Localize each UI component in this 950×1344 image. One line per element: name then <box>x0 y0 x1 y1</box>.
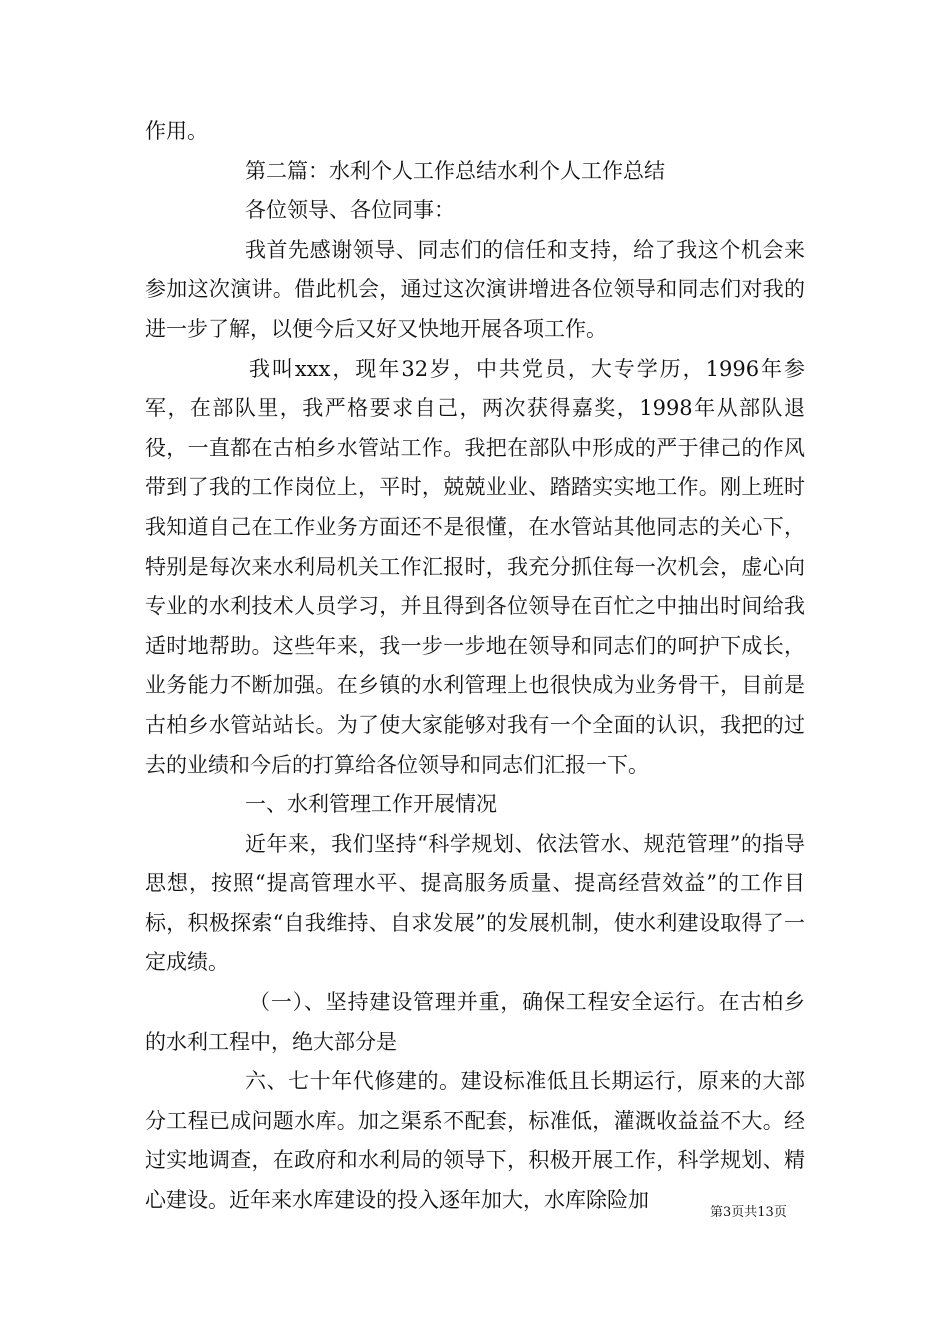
paragraph-continuation: 作用。 <box>145 119 208 143</box>
paragraph-item-one: （一）、坚持建设管理并重，确保工程安全运行。在古柏乡的水利工程中，绝大部分是 <box>145 990 805 1054</box>
page-number: 第3页共13页 <box>710 1205 787 1220</box>
paragraph-construction-history: 六、七十年代修建的。建设标准低且长期运行，原来的大部分工程已成问题水库。加之渠系不配套，标准低，灌溉收益益不大。经过实地调查，在政府和水利局的领导下，积极开展工作，科学规划、精心建设。近年来水库建设的投入逐年加大，水库除险加 <box>145 1069 805 1213</box>
section-heading: 第二篇：水利个人工作总结水利个人工作总结 <box>245 158 665 183</box>
paragraph-intro: 我首先感谢领导、同志们的信任和支持，给了我这个机会来参加这次演讲。借此机会，通过这次演讲增进各位领导和同志们对我的进一步了解，以便今后又好又快地开展各项工作。 <box>145 237 805 341</box>
salutation: 各位领导、各位同事： <box>245 198 455 223</box>
paragraph-recent-years: 近年来，我们坚持“科学规划、依法管水、规范管理”的指导思想，按照“提高管理水平、提高服务质量、提高经营效益”的工作目标，积极探索“自我维持、自求发展”的发展机制，使水利建设取得了一定成绩。 <box>145 831 805 975</box>
document-body <box>145 112 805 1221</box>
paragraph-self-introduction: 我叫xxx，现年32岁，中共党员，大专学历，1996年参军，在部队里，我严格要求自己，两次获得嘉奖，1998年从部队退役，一直都在古柏乡水管站工作。我把在部队中形成的严于律己的作风带到了我的工作岗位上，平时，兢兢业业、踏踏实实地工作。刚上班时我知道自己在工作业务方面还不是很懂，在水管站其他同志的关心下，特别是每次来水利局机关工作汇报时，我充分抓住每一次机会，虚心向专业的水利技术人员学习，并且得到各位领导在百忙之中抽出时间给我适时地帮助。这些年来，我一步一步地在领导和同志们的呵护下成长，业务能力不断加强。在乡镇的水利管理上也很快成为业务骨干，目前是古柏乡水管站站长。为了使大家能够对我有一个全面的认识，我把的过去的业绩和今后的打算给各位领导和同志们汇报一下。 <box>145 356 805 777</box>
subheading-water-management: 一、水利管理工作开展情况 <box>245 792 497 817</box>
